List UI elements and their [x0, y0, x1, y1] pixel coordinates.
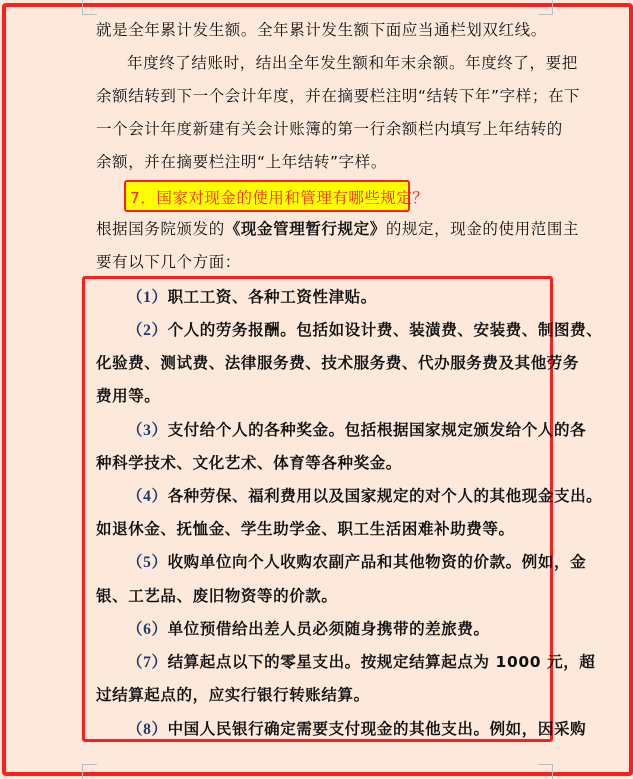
item-number: （8）: [127, 721, 168, 738]
paragraph-line: 就是全年累计发生额。全年累计发生额下面应当通栏划双红线。: [96, 21, 547, 39]
margin-marker: [82, 764, 97, 779]
list-item-line: [127, 486, 602, 506]
margin-marker: [82, 0, 97, 15]
list-item-line: [96, 453, 402, 473]
item-text: 职工工资、各种工资性津贴。: [167, 288, 377, 306]
list-item-line: [127, 652, 595, 672]
section-heading-text: 7．国家对现金的使用和管理有哪些规定？: [130, 189, 429, 207]
paragraph-line: 年度终了结账时，结出全年发生额和年末余额。年度终了，要把: [127, 54, 578, 72]
item-text: 结算起点以下的零星支出。按规定结算起点为 1000 元，超: [167, 653, 596, 671]
item-text: 如退休金、抚恤金、学生助学金、职工生活困难补助费等。: [96, 520, 515, 538]
item-number: （5）: [127, 554, 168, 571]
item-text: 化验费、测试费、法律服务费、技术服务费、代办服务费及其他劳务: [96, 354, 580, 372]
regulation-title: 《现金管理暂行规定》: [224, 220, 386, 238]
item-number: （4）: [127, 488, 168, 505]
item-text: 中国人民银行确定需要支付现金的其他支出。例如，因采购: [167, 720, 587, 738]
lead-suffix: 的规定，现金的使用范围主: [385, 220, 580, 238]
item-text: 银、工艺品、废旧物资等的价款。: [96, 587, 338, 605]
item-text: 个人的劳务报酬。包括如设计费、装潢费、安装费、制图费、: [167, 321, 603, 339]
list-item-line: [127, 320, 602, 340]
item-text: 种科学技术、文化艺术、体育等各种奖金。: [96, 454, 402, 472]
item-text: 各种劳保、福利费用以及国家规定的对个人的其他现金支出。: [167, 487, 603, 505]
paragraph-line: 余额，并在摘要栏注明“上年结转”字样。: [96, 153, 387, 171]
item-text: 支付给个人的各种奖金。包括根据国家规定颁发给个人的各: [167, 421, 587, 439]
list-item-line: [96, 586, 338, 606]
items-highlight-box: [82, 276, 553, 742]
lead-line: [96, 219, 579, 239]
item-number: （1）: [127, 289, 168, 306]
item-number: （6）: [127, 621, 168, 638]
item-text: 收购单位向个人收购农副产品和其他物资的价款。例如，金: [167, 553, 587, 571]
item-number: （2）: [127, 322, 168, 339]
item-number: （3）: [127, 422, 168, 439]
paragraph-line: 余额结转到下一个会计年度，并在摘要栏注明“结转下年”字样；在下: [96, 87, 581, 105]
margin-marker: [538, 764, 553, 779]
list-item-line: [127, 619, 490, 639]
list-item-line: [96, 353, 579, 373]
lead-line-2: 要有以下几个方面：: [96, 253, 241, 271]
paragraph-line: 一个会计年度新建有关会计账簿的第一行余额栏内填写上年结转的: [96, 120, 563, 138]
item-number: （7）: [127, 654, 168, 671]
list-item-line: [127, 287, 377, 307]
list-item-line: [96, 685, 370, 705]
item-text: 单位预借给出差人员必须随身携带的差旅费。: [167, 620, 490, 638]
item-text: 过结算起点的，应实行银行转账结算。: [96, 686, 370, 704]
section-heading: [124, 180, 429, 212]
lead-prefix: 根据国务院颁发的: [96, 220, 225, 238]
list-item-line: [127, 552, 586, 572]
item-text: 费用等。: [96, 387, 161, 405]
list-item-line: [127, 420, 586, 440]
list-item-line: [127, 719, 586, 739]
margin-marker: [538, 0, 553, 15]
list-item-line: [96, 386, 160, 406]
list-item-line: [96, 519, 515, 539]
